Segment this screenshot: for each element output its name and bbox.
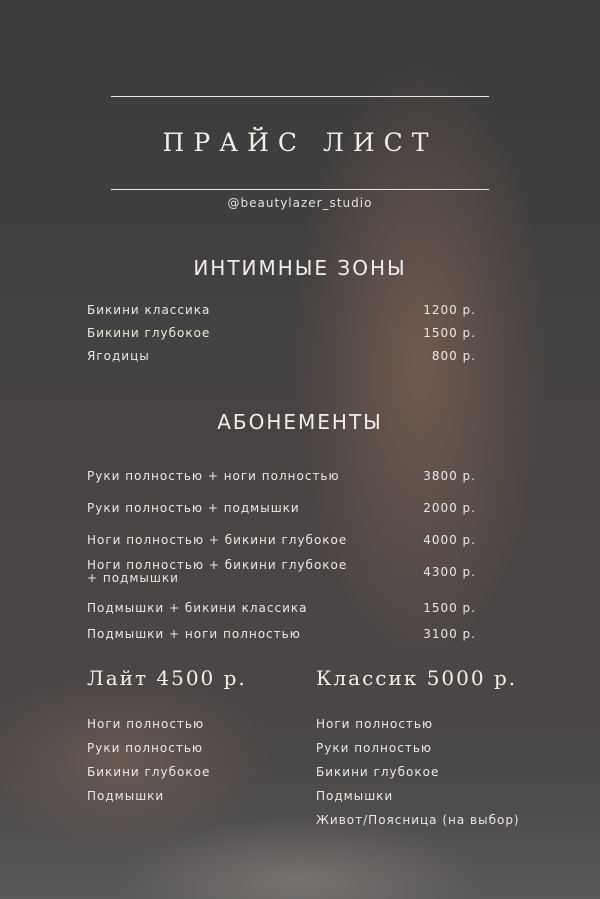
service-price: 4000 р.	[423, 533, 476, 547]
package-lite-item: Бикини глубокое	[87, 765, 211, 779]
service-name: Бикини глубокое	[87, 326, 211, 340]
service-price: 3100 р.	[423, 627, 476, 641]
package-classic-item: Живот/Поясница (на выбор)	[316, 813, 520, 827]
top-divider	[111, 96, 489, 97]
service-price: 4300 р.	[423, 565, 476, 579]
intimate-zones-heading: ИНТИМНЫЕ ЗОНЫ	[193, 256, 407, 280]
package-classic-item: Подмышки	[316, 789, 394, 803]
package-classic-title: Классик 5000 р.	[316, 666, 518, 690]
instagram-handle: @beautylazer_studio	[227, 196, 373, 210]
package-lite-title: Лайт 4500 р.	[87, 666, 247, 690]
service-price: 2000 р.	[423, 501, 476, 515]
service-price: 1500 р.	[423, 601, 476, 615]
service-price: 800 р.	[431, 349, 476, 363]
package-lite-item: Подмышки	[87, 789, 165, 803]
service-name: Ноги полностью + бикини глубокое	[87, 533, 348, 547]
service-name: Руки полностью + ноги полностью	[87, 469, 340, 483]
service-name: Ноги полностью + бикини глубокое + подмышки	[87, 558, 348, 585]
service-price: 1500 р.	[423, 326, 476, 340]
package-classic-item: Бикини глубокое	[316, 765, 440, 779]
package-classic-item: Ноги полностью	[316, 717, 434, 731]
subscription-row	[87, 559, 476, 585]
package-classic-item: Руки полностью	[316, 741, 433, 755]
package-lite-item: Ноги полностью	[87, 717, 205, 731]
service-name: Руки полностью + подмышки	[87, 501, 300, 515]
service-price: 1200 р.	[423, 303, 476, 317]
service-name: Ягодицы	[87, 349, 150, 363]
package-lite-item: Руки полностью	[87, 741, 204, 755]
service-name: Подмышки + бикини классика	[87, 601, 308, 615]
service-price: 3800 р.	[423, 469, 476, 483]
subscriptions-heading: АБОНЕМЕНТЫ	[217, 410, 383, 434]
title-divider	[111, 189, 489, 190]
service-name: Подмышки + ноги полностью	[87, 627, 301, 641]
page-title: ПРАЙС ЛИСТ	[162, 128, 438, 157]
service-name: Бикини классика	[87, 303, 211, 317]
